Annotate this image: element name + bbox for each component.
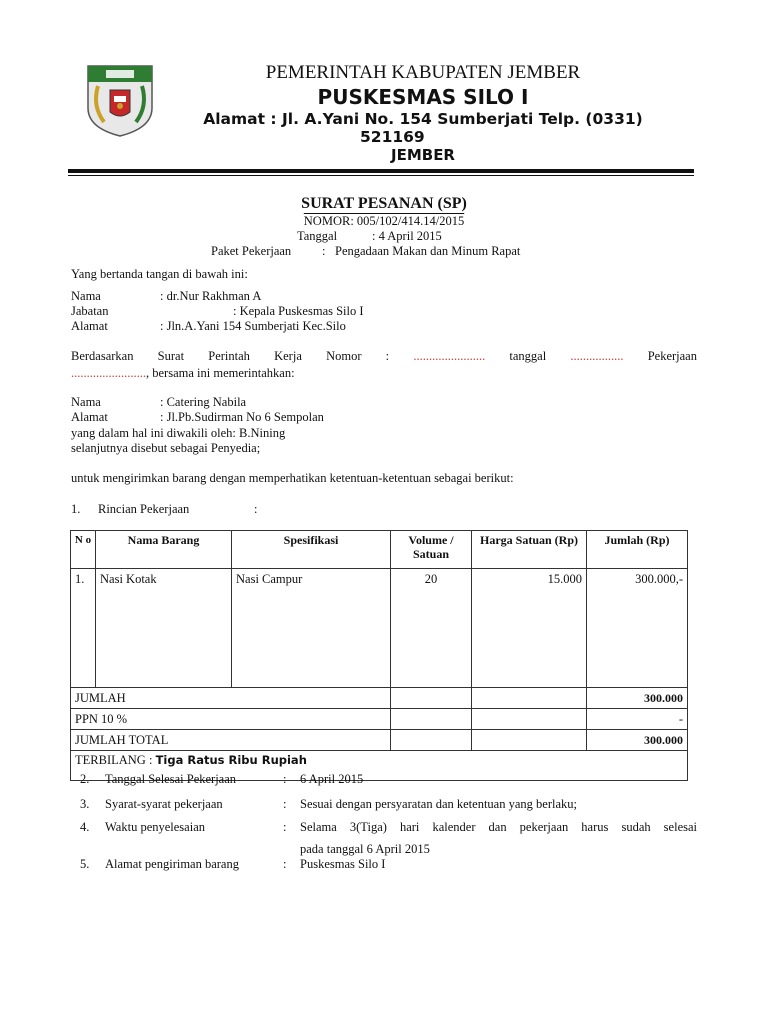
basis-word: tanggal [509,349,547,363]
empty-cell [391,709,472,730]
header-specification: Spesifikasi [232,531,391,569]
cell-item-name: Nasi Kotak [96,569,232,688]
basis-word: Perintah [208,349,250,363]
subtotal-row [71,688,688,709]
subtotal-value: 300.000 [587,688,688,709]
empty-cell [472,730,587,751]
term-2-label: Tanggal Selesai Pekerjaan [105,772,237,786]
tax-label: PPN 10 % [71,709,391,730]
cell-no: 1. [71,569,96,688]
amount-in-words-value: Tiga Ratus Ribu Rupiah [155,753,307,767]
vendor-name-label: Nama [71,395,101,409]
term-4-number: 4. [80,820,90,834]
header-unit-price: Harga Satuan (Rp) [472,531,587,569]
term-2-number: 2. [80,772,90,786]
regency-emblem-icon [84,62,156,138]
cell-specification: Nasi Campur [232,569,391,688]
cell-amount: 300.000,- [587,569,688,688]
package-colon: : [322,244,326,258]
empty-cell [391,688,472,709]
vendor-name-value: : Catering Nabila [160,395,247,409]
term-4-label: Waktu penyelesaian [105,820,205,834]
unit-name: PUSKESMAS SILO I [317,85,529,109]
vendor-address-value: : Jl.Pb.Sudirman No 6 Sempolan [160,410,324,424]
term-2-value: 6 April 2015 [300,772,364,786]
term-4-value: Selama 3(Tiga) hari kalender dan pekerjaan harus sudah selesai [300,820,697,834]
address-line-1: Alamat : Jl. A.Yani No. 154 Sumberjati Telp. (0331) [203,110,643,128]
address-line-2: 521169 [360,128,425,146]
table-row [71,569,688,688]
basis-word: Nomor [326,349,362,363]
signer-intro: Yang bertanda tangan di bawah ini: [71,267,248,281]
basis-word: Kerja [274,349,302,363]
section-1-label: Rincian Pekerjaan [98,502,190,516]
basis-dots: ................. [570,349,624,363]
basis-word: Surat [157,349,185,363]
header-rule [68,169,694,173]
basis-word: Pekerjaan [647,349,697,363]
package-value: Pengadaan Makan dan Minum Rapat [335,244,521,258]
basis-line-2-text: , bersama ini memerintahkan: [146,366,295,380]
term-5-colon: : [283,857,287,871]
signer-address-value: : Jln.A.Yani 154 Sumberjati Kec.Silo [160,319,346,333]
term-2-colon: : [283,772,287,786]
section-1-number: 1. [71,502,81,516]
signer-name-label: Nama [71,289,101,303]
term-3-label: Syarat-syarat pekerjaan [105,797,223,811]
header-amount: Jumlah (Rp) [587,531,688,569]
signer-position-label: Jabatan [71,304,109,318]
term-4-value-line-2: pada tanggal 6 April 2015 [300,842,430,856]
header-no: N o [71,531,96,569]
basis-word: Berdasarkan [71,349,134,363]
term-5-label: Alamat pengiriman barang [105,857,239,871]
term-3-value: Sesuai dengan persyaratan dan ketentuan yang berlaku; [300,797,577,811]
amount-in-words-label: TERBILANG : [75,753,153,767]
package-label: Paket Pekerjaan [211,244,292,258]
tax-value: - [587,709,688,730]
empty-cell [391,730,472,751]
subtotal-label: JUMLAH [71,688,391,709]
signer-address-label: Alamat [71,319,108,333]
vendor-representative: yang dalam hal ini diwakili oleh: B.Nining [71,426,286,440]
header-volume: Volume / Satuan [391,531,472,569]
term-3-number: 3. [80,797,90,811]
basis-dots: ....................... [413,349,486,363]
basis-line-2 [71,366,295,381]
instruction-text: untuk mengirimkan barang dengan memperhatikan ketentuan-ketentuan sebagai berikut: [71,471,514,485]
empty-cell [472,709,587,730]
date-value: : 4 April 2015 [372,229,442,243]
vendor-designation: selanjutnya disebut sebagai Penyedia; [71,441,261,455]
total-label: JUMLAH TOTAL [71,730,391,751]
document-title: SURAT PESANAN (SP) [301,195,467,212]
cell-unit-price: 15.000 [472,569,587,688]
header-rule-thin [68,175,694,176]
tax-row [71,709,688,730]
document-number: NOMOR: 005/102/414.14/2015 [303,214,465,228]
signer-name-value: : dr.Nur Rakhman A [160,289,262,303]
vendor-address-label: Alamat [71,410,108,424]
total-value: 300.000 [587,730,688,751]
header-item-name: Nama Barang [96,531,232,569]
basis-dots: ........................ [71,366,146,380]
empty-cell [472,688,587,709]
term-5-number: 5. [80,857,90,871]
total-row [71,730,688,751]
table-header-row [71,531,688,569]
city: JEMBER [391,146,455,164]
date-label: Tanggal [297,229,338,243]
basis-word: : [385,349,390,363]
order-items-table [70,530,688,781]
term-5-value: Puskesmas Silo I [300,857,386,871]
section-1-colon: : [254,502,258,516]
term-3-colon: : [283,797,287,811]
basis-line-1 [71,349,697,364]
org-line: PEMERINTAH KABUPATEN JEMBER [265,62,581,83]
signer-position-value: : Kepala Puskesmas Silo I [233,304,364,318]
term-4-colon: : [283,820,287,834]
cell-volume: 20 [391,569,472,688]
